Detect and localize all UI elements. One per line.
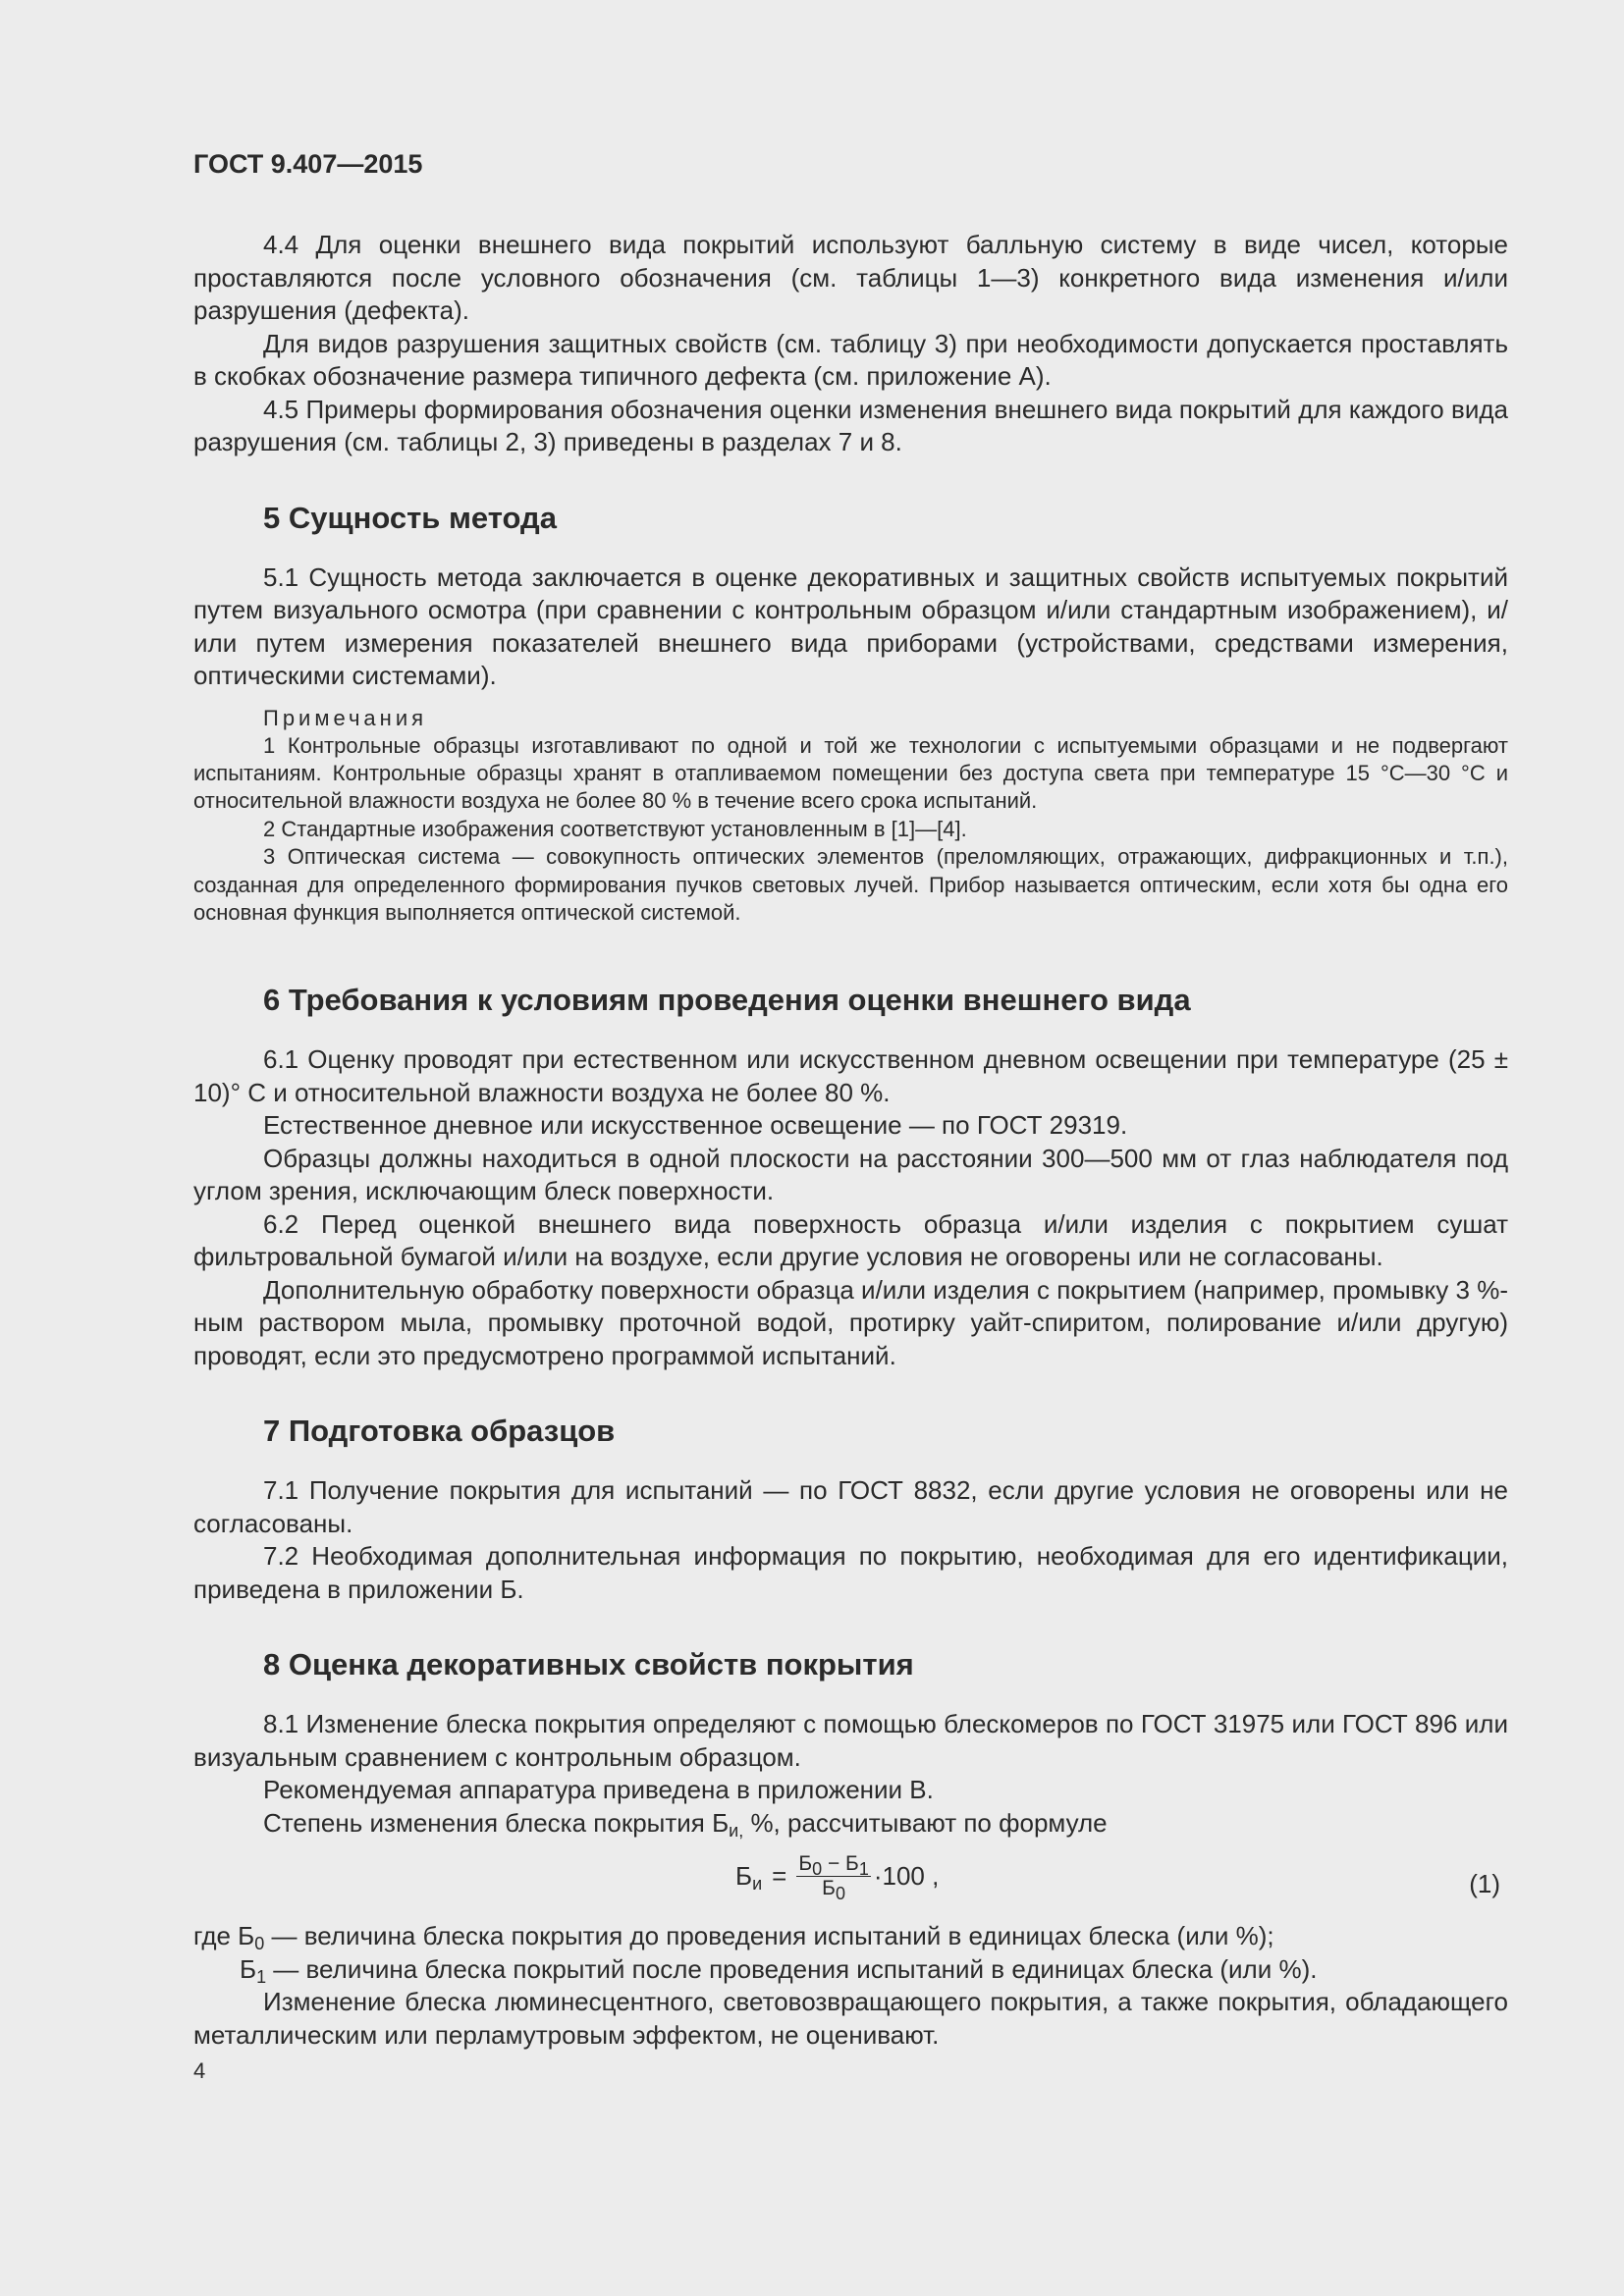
note-3: 3 Оптическая система — совокупность оптических элементов (преломляющих, отражающих, дифракционных и т.п.), созданная для определенного формирования пучков световых лучей. Прибор называется оптическим, если хотя бы одна его основная функция выполняется оптической системой. — [193, 844, 1508, 925]
section-7-title: 7 Подготовка образцов — [263, 1414, 616, 1449]
paragraph-6-2: 6.2 Перед оценкой внешнего вида поверхность образца и/или изделия с покрытием сушат фильтровальной бумагой и/или на воздухе, если другие условия не оговорены или не согласованы. — [193, 1208, 1508, 1272]
paragraph-7-2: 7.2 Необходимая дополнительная информация по покрытию, необходимая для его идентификации, приведена в приложении Б. — [193, 1541, 1508, 1604]
formula-1 — [193, 1840, 1508, 1920]
paragraph-4-5: 4.5 Примеры формирования обозначения оценки изменения внешнего вида покрытий для каждого вида разрушения (см. таблицы 2, 3) приведены в разделах 7 и 8. — [193, 394, 1508, 456]
paragraph-7-1: 7.1 Получение покрытия для испытаний — по ГОСТ 8832, если другие условия не оговорены или не согласованы. — [193, 1475, 1508, 1538]
paragraph-6-1-lighting: Естественное дневное или искусственное освещение — по ГОСТ 29319. — [263, 1110, 1128, 1141]
formula-lhs: $Б_и$ — [735, 1861, 763, 1895]
paragraph-6-2-cont: Дополнительную обработку поверхности образца и/или изделия с покрытием (например, промывку 3 %-ным раствором мыла, промывку проточной водой, протирку уайт-спиритом, полирование и/или другую) проводят, если это предусмотрено программой испытаний. — [193, 1274, 1508, 1370]
paragraph-8-1-exclusion: Изменение блеска люминесцентного, световозвращающего покрытия, а также покрытия, обладающего металлическим или перламутровым эффектом, не оценивают. — [193, 1987, 1508, 2050]
paragraph-4-4-cont: Для видов разрушения защитных свойств (см. таблицу 3) при необходимости допускается проставлять в скобках обозначение размера типичного дефекта (см. приложение А). — [193, 328, 1508, 391]
page-number: 4 — [193, 2058, 206, 2084]
where-b1: $Б_1$ — величина блеска покрытий после проведения испытаний в единицах блеска (или %). — [240, 1953, 1318, 1987]
formula-equals: = — [772, 1861, 787, 1892]
section-5-title: 5 Сущность метода — [263, 500, 557, 535]
document-header: ГОСТ 9.407—2015 — [193, 149, 423, 179]
formula-fraction — [796, 1852, 871, 1904]
formula-body — [735, 1852, 940, 1904]
notes-title: Примечания — [263, 705, 428, 730]
formula-denominator: $Б_0$ — [822, 1877, 845, 1904]
formula-number: (1) — [1469, 1869, 1500, 1899]
formula-numerator: $Б_0 - Б_1$ — [798, 1852, 869, 1880]
paragraph-5-1: 5.1 Сущность метода заключается в оценке декоративных и защитных свойств испытуемых покрытий путем визуального осмотра (при сравнении с контрольным образцом и/или стандартным изображением), и/или путем измерения показателей внешнего вида приборами (устройствами, средствами измерения, оптическими системами). — [193, 561, 1508, 690]
section-6-title: 6 Требования к условиям проведения оценки внешнего вида — [263, 983, 1191, 1018]
note-2: 2 Стандартные изображения соответствуют установленным в [1]—[4]. — [263, 816, 967, 841]
where-b0: где $Б_0$ — величина блеска покрытия до проведения испытаний в единицах блеска (или %); — [193, 1921, 1274, 1954]
paragraph-6-1-distance: Образцы должны находиться в одной плоскости на расстоянии 300—500 мм от глаз наблюдателя под углом зрения, исключающим блеск поверхности. — [193, 1143, 1508, 1206]
paragraph-4-4: 4.4 Для оценки внешнего вида покрытий используют балльную систему в виде чисел, которые проставляются после условного обозначения (см. таблицы 1—3) конкретного вида изменения и/или разрушения (дефекта). — [193, 230, 1508, 325]
paragraph-8-1-formula-intro: Степень изменения блеска покрытия $Б_{и,}$ %, рассчитывают по формуле — [263, 1807, 1108, 1841]
paragraph-8-1-apparatus: Рекомендуемая аппаратура приведена в приложении В. — [263, 1775, 934, 1805]
section-8-title: 8 Оценка декоративных свойств покрытия — [263, 1647, 914, 1682]
formula-multiplier: ·100 , — [873, 1861, 940, 1892]
paragraph-8-1: 8.1 Изменение блеска покрытия определяют с помощью блескомеров по ГОСТ 31975 или ГОСТ 896 или визуальным сравнением с контрольным образцом. — [193, 1709, 1508, 1772]
note-1: 1 Контрольные образцы изготавливают по одной и той же технологии с испытуемыми образцами и не подвергают испытаниям. Контрольные образцы хранят в отапливаемом помещении без доступа света при температуре 15 °С—30 °С и относительной влажности воздуха не более 80 % в течение всего срока испытаний. — [193, 732, 1508, 814]
paragraph-6-1: 6.1 Оценку проводят при естественном или искусственном дневном освещении при температуре (25 ± 10)° С и относительной влажности воздуха не более 80 %. — [193, 1044, 1508, 1107]
